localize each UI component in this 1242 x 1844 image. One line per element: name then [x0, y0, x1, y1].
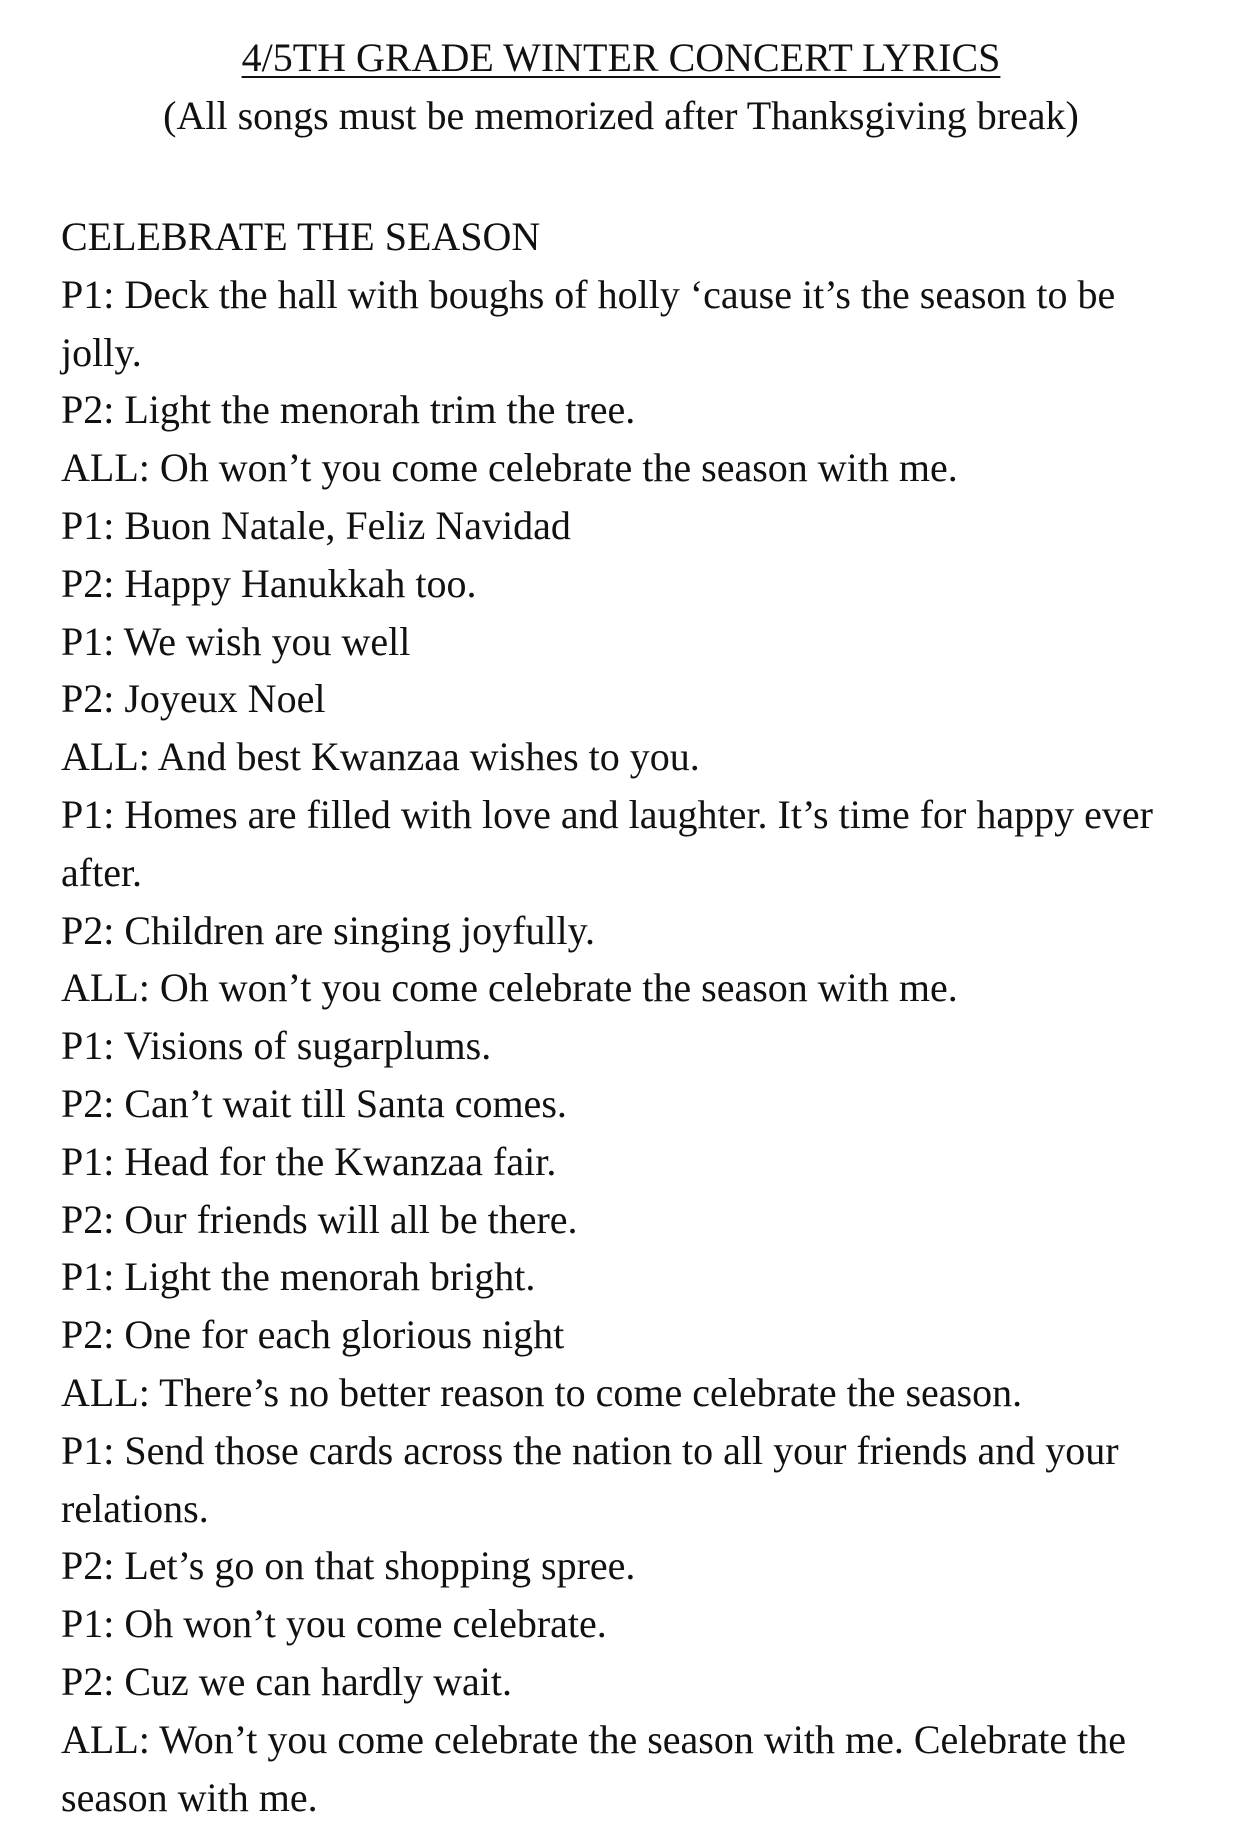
- lyric-line: P2: Our friends will all be there.: [61, 1196, 578, 1242]
- lyric-line: P1: Visions of sugarplums.: [61, 1023, 492, 1069]
- lyric-line: P2: One for each glorious night: [61, 1312, 565, 1358]
- lyric-line: P1: Head for the Kwanzaa fair.: [61, 1138, 557, 1184]
- lyric-line: ALL: And best Kwanzaa wishes to you.: [61, 734, 700, 780]
- lyric-line: P1: Homes are filled with love and laughter. It’s time for happy ever after.: [61, 791, 1153, 895]
- lyric-line: P1: Deck the hall with boughs of holly ‘cause it’s the season to be jolly.: [61, 271, 1116, 375]
- lyric-line: P2: Light the menorah trim the tree.: [61, 387, 636, 433]
- page-subtitle: (All songs must be memorized after Thanksgiving break): [163, 93, 1079, 138]
- lyric-line: P2: Happy Hanukkah too.: [61, 560, 477, 606]
- song-title: CELEBRATE THE SEASON: [61, 214, 541, 259]
- lyric-line: P1: Oh won’t you come celebrate.: [61, 1601, 607, 1647]
- lyric-line: ALL: Oh won’t you come celebrate the season with me.: [61, 445, 958, 491]
- lyric-line: P1: Buon Natale, Feliz Navidad: [61, 502, 571, 548]
- page-title: 4/5TH GRADE WINTER CONCERT LYRICS: [241, 35, 1001, 80]
- lyric-line: ALL: Oh won’t you come celebrate the season with me.: [61, 965, 958, 1011]
- lyric-line: P1: We wish you well: [61, 618, 411, 664]
- lyric-line: P2: Joyeux Noel: [61, 676, 326, 722]
- lyric-line: P2: Children are singing joyfully.: [61, 907, 596, 953]
- lyric-line: P1: Send those cards across the nation to all your friends and your relations.: [61, 1427, 1119, 1531]
- lyric-line: ALL: Won’t you come celebrate the season with me. Celebrate the season with me.: [61, 1716, 1126, 1820]
- lyric-line: P2: Can’t wait till Santa comes.: [61, 1080, 567, 1126]
- lyrics-list: [61, 266, 1191, 1827]
- lyric-line: P2: Cuz we can hardly wait.: [61, 1658, 512, 1704]
- song-section: [61, 208, 1191, 1826]
- lyric-line: P2: Let’s go on that shopping spree.: [61, 1543, 636, 1589]
- lyric-line: P1: Light the menorah bright.: [61, 1254, 536, 1300]
- lyric-line: ALL: There’s no better reason to come celebrate the season.: [61, 1369, 1023, 1415]
